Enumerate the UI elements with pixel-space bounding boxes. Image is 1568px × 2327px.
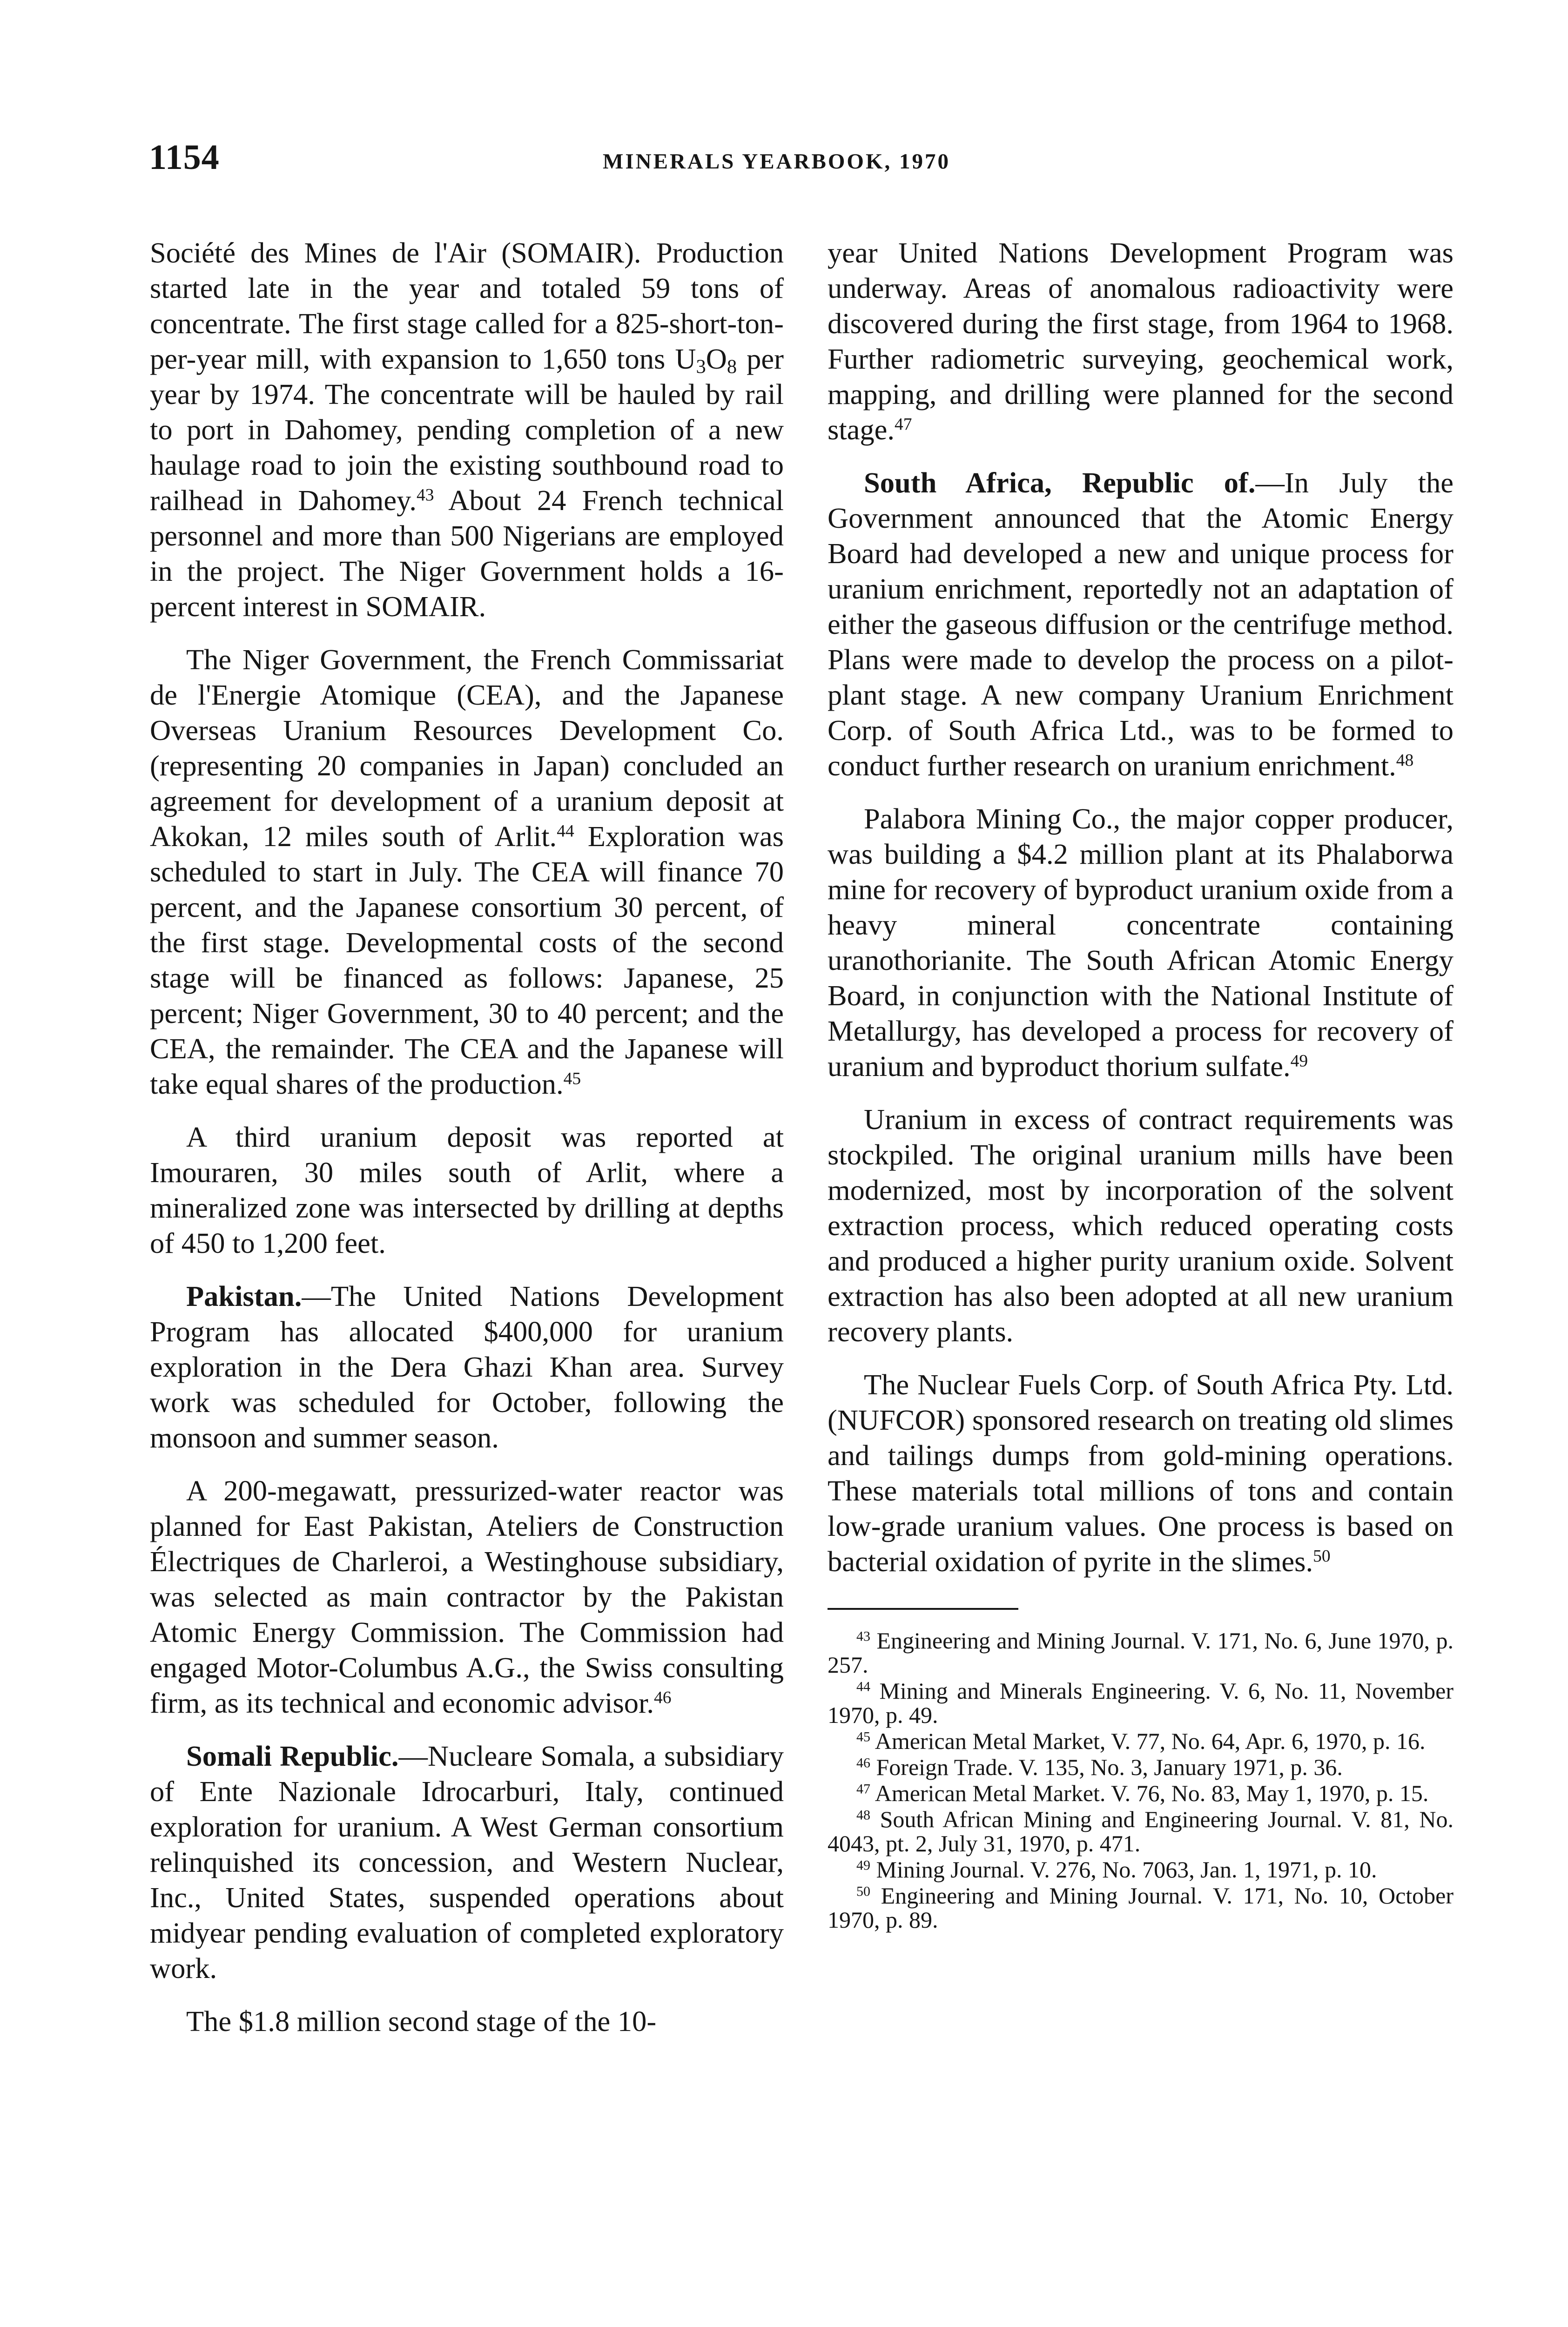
text-run: Uranium in excess of contract requirements was stockpiled. The original uranium mills have been modernized, most by incorporation of the solvent extraction process, which reduced operating costs and produced a higher purity uranium oxide. Solvent extraction has also been adopted at all new uranium recovery plants. bbox=[828, 1103, 1454, 1348]
footnote-number: 44 bbox=[856, 1679, 870, 1695]
footnote bbox=[828, 1628, 1454, 1677]
footnote-number: 48 bbox=[856, 1807, 870, 1823]
footnote-number: 43 bbox=[856, 1628, 870, 1644]
text-run: —Nucleare Somala, a subsidiary of Ente Nazionale Idrocarburi, Italy, continued exploration for uranium. A West German consortium relinquished its concession, and Western Nuclear, Inc., United States, suspended operations about midyear pending evaluation of completed exploratory work. bbox=[150, 1740, 784, 1984]
footnote-reference: 44 bbox=[557, 821, 574, 841]
footnote bbox=[828, 1729, 1454, 1753]
footnote-divider bbox=[828, 1608, 1018, 1610]
text-run: Société des Mines de l'Air (SOMAIR). Production started late in the year and totaled 59 tons of concentrate. The first stage called for a 825-short-ton-per-year mill, with expansion to 1,650 tons U bbox=[150, 236, 784, 375]
paragraph-nufcor bbox=[828, 1367, 1454, 1579]
paragraph-somair bbox=[150, 235, 784, 624]
paragraph-undp-continued bbox=[828, 235, 1454, 447]
footnote bbox=[828, 1807, 1454, 1856]
text-run: —The United Nations Development Program has allocated $400,000 for uranium exploration in the Dera Ghazi Khan area. Survey work was scheduled for October, following the monsoon and summer season. bbox=[150, 1280, 784, 1454]
footnote-text: Engineering and Mining Journal. V. 171, No. 10, October 1970, p. 89. bbox=[828, 1883, 1454, 1933]
footnote-reference: 47 bbox=[895, 415, 912, 434]
footnote bbox=[828, 1857, 1454, 1882]
text-run: —In July the Government announced that the Atomic Energy Board had developed a new and unique process for uranium enrichment, reportedly not an adaptation of either the gaseous diffusion or the centrifuge method. Plans were made to develop the process on a pilot-plant stage. A new company Uranium Enrichment Corp. of South Africa Ltd., was to be formed to conduct further research on uranium enrichment. bbox=[828, 466, 1454, 782]
paragraph-somali-republic bbox=[150, 1738, 784, 1986]
footnote-text: Mining Journal. V. 276, No. 7063, Jan. 1, 1971, p. 10. bbox=[870, 1856, 1377, 1883]
footnote-number: 45 bbox=[856, 1729, 870, 1745]
footnote-reference: 48 bbox=[1396, 751, 1414, 770]
footnote bbox=[828, 1679, 1454, 1727]
footnote-number: 46 bbox=[856, 1755, 870, 1771]
footnote-text: Mining and Minerals Engineering. V. 6, No. 11, November 1970, p. 49. bbox=[828, 1678, 1454, 1728]
running-head bbox=[149, 140, 1451, 191]
left-column bbox=[150, 235, 784, 2057]
footnote-text: South African Mining and Engineering Journal. V. 81, No. 4043, pt. 2, July 31, 1970, p. 471. bbox=[828, 1806, 1454, 1856]
text-run: Exploration was scheduled to start in July. The CEA will finance 70 percent, and the Japanese consortium 30 percent, of the first stage. Developmental costs of the second stage will be financed as follows: Japanese, 25 percent; Niger Government, 30 to 40 percent; and the CEA, the remainder. The CEA and the Japanese will take equal shares of the production. bbox=[150, 820, 784, 1100]
footnote-number: 50 bbox=[856, 1883, 870, 1899]
paragraph-pakistan-reactor bbox=[150, 1473, 784, 1721]
footnotes bbox=[828, 1628, 1454, 1932]
footnote-reference: 50 bbox=[1313, 1547, 1331, 1566]
text-run: About 24 French technical personnel and more than 500 Nigerians are employed in the project. The Niger Government holds a 16-percent interest in SOMAIR. bbox=[150, 484, 784, 623]
formula-subscript: 8 bbox=[727, 356, 737, 378]
footnote-reference: 45 bbox=[563, 1069, 581, 1089]
footnote-text: Foreign Trade. V. 135, No. 3, January 1971, p. 36. bbox=[870, 1754, 1343, 1780]
footnote-reference: 43 bbox=[416, 485, 434, 505]
footnote-reference: 46 bbox=[654, 1688, 672, 1708]
text-run: year United Nations Development Program was underway. Areas of anomalous radioactivity were discovered during the first stage, from 1964 to 1968. Further radiometric surveying, geochemical work, mapping, and drilling were planned for the second stage. bbox=[828, 236, 1454, 446]
paragraph-akokan-agreement bbox=[150, 642, 784, 1102]
text-run: The Niger Government, the French Commissariat de l'Energie Atomique (CEA), and the Japanese Overseas Uranium Resources Development Co. (representing 20 companies in Japan) concluded an agreement for development of a uranium deposit at Akokan, 12 miles south of Arlit. bbox=[150, 643, 784, 853]
footnote bbox=[828, 1781, 1454, 1805]
text-run: per year by 1974. The concentrate will be hauled by rail to port in Dahomey, pending completion of a new haulage road to join the existing southbound road to railhead in Dahomey. bbox=[150, 343, 784, 517]
text-run: A third uranium deposit was reported at Imouraren, 30 miles south of Arlit, where a mineralized zone was intersected by drilling at depths of 450 to 1,200 feet. bbox=[150, 1121, 784, 1259]
footnote-text: American Metal Market, V. 77, No. 64, Apr. 6, 1970, p. 16. bbox=[870, 1728, 1426, 1754]
footnote bbox=[828, 1755, 1454, 1779]
paragraph-second-stage bbox=[150, 2004, 784, 2039]
paragraph-pakistan bbox=[150, 1278, 784, 1455]
footnote-number: 47 bbox=[856, 1781, 870, 1797]
section-run-in-heading: South Africa, Republic of. bbox=[864, 466, 1256, 499]
paragraph-imouraren bbox=[150, 1119, 784, 1261]
paragraph-south-africa bbox=[828, 465, 1454, 783]
running-title: MINERALS YEARBOOK, 1970 bbox=[603, 149, 951, 174]
text-run: The $1.8 million second stage of the 10- bbox=[186, 2005, 657, 2038]
footnote-text: American Metal Market. V. 76, No. 83, May 1, 1970, p. 15. bbox=[870, 1780, 1429, 1806]
text-run: The Nuclear Fuels Corp. of South Africa Pty. Ltd. (NUFCOR) sponsored research on treating old slimes and tailings dumps from gold-mining operations. These materials total millions of tons and contain low-grade uranium values. One process is based on bacterial oxidation of pyrite in the slimes. bbox=[828, 1368, 1454, 1578]
formula-subscript: 3 bbox=[696, 356, 706, 378]
footnote-number: 49 bbox=[856, 1857, 870, 1873]
section-run-in-heading: Pakistan. bbox=[186, 1280, 302, 1312]
right-column bbox=[828, 235, 1454, 1934]
section-run-in-heading: Somali Republic. bbox=[186, 1740, 399, 1772]
formula-element: O bbox=[706, 343, 727, 375]
page-number: 1154 bbox=[149, 138, 220, 177]
footnote-reference: 49 bbox=[1290, 1051, 1308, 1071]
text-run: A 200-megawatt, pressurized-water reactor was planned for East Pakistan, Ateliers de Construction Électriques de Charleroi, a Westinghouse subsidiary, was selected as main contractor by the Pakistan Atomic Energy Commission. The Commission had engaged Motor-Columbus A.G., the Swiss consulting firm, as its technical and economic advisor. bbox=[150, 1474, 784, 1719]
paragraph-stockpile bbox=[828, 1102, 1454, 1349]
footnote-text: Engineering and Mining Journal. V. 171, No. 6, June 1970, p. 257. bbox=[828, 1628, 1454, 1678]
footnote bbox=[828, 1883, 1454, 1932]
paragraph-palabora bbox=[828, 801, 1454, 1084]
text-run: Palabora Mining Co., the major copper producer, was building a $4.2 million plant at its Phalaborwa mine for recovery of byproduct uranium oxide from a heavy mineral concentrate containing uranothorianite. The South African Atomic Energy Board, in conjunction with the National Institute of Metallurgy, has developed a process for recovery of uranium and byproduct thorium sulfate. bbox=[828, 802, 1454, 1083]
